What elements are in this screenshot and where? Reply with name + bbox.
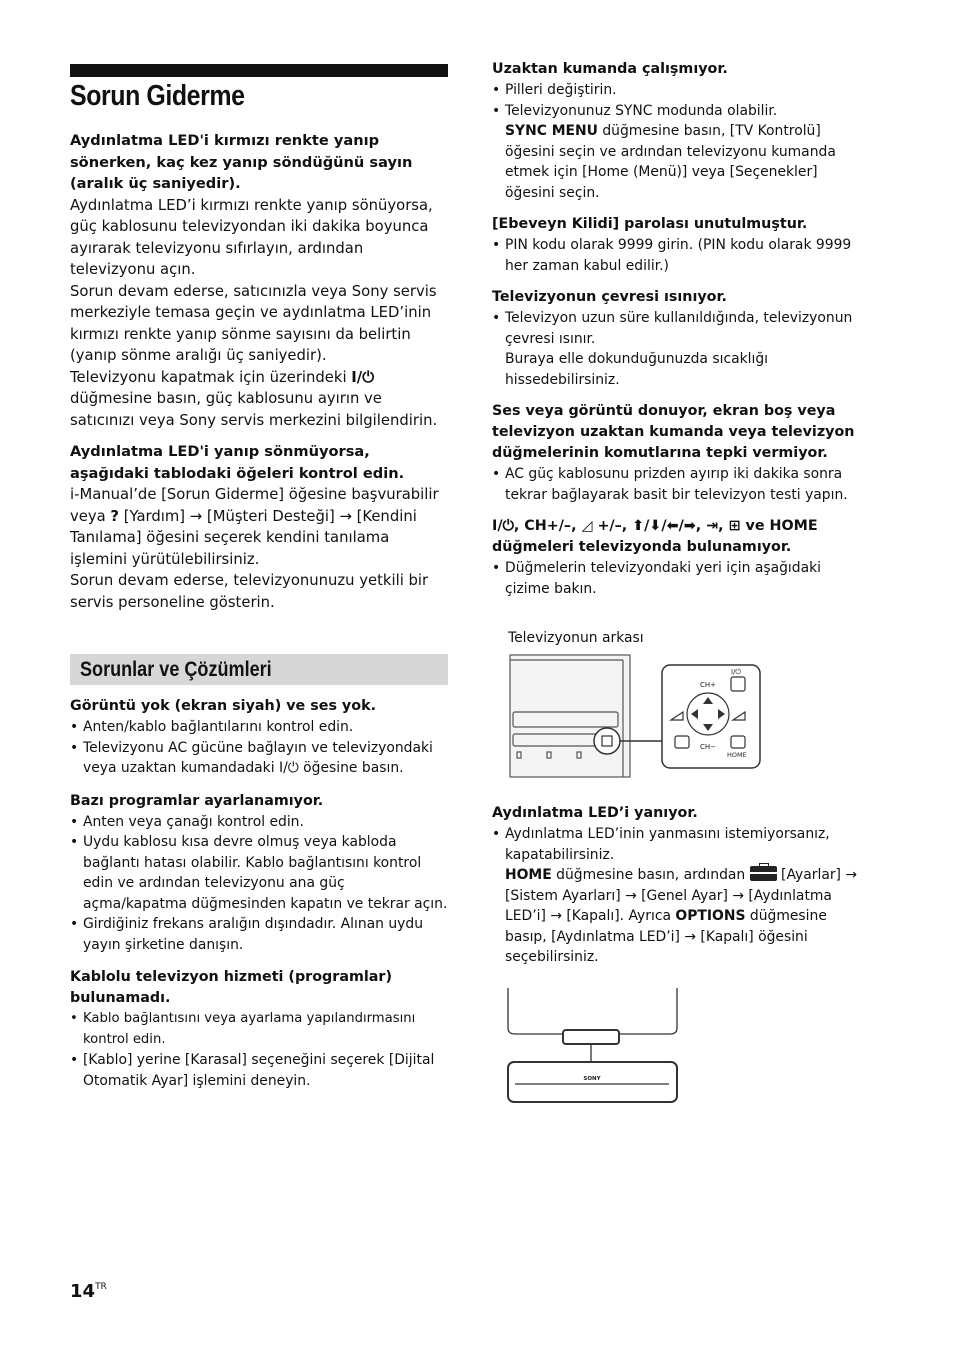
help-icon: ?	[110, 507, 119, 525]
page-language: TR	[95, 1282, 107, 1292]
settings-label: [Ayarlar]	[781, 867, 841, 883]
arrow-icon: →	[845, 867, 858, 883]
page-number	[70, 1281, 107, 1302]
sync-instructions	[492, 121, 870, 203]
intro-paragraph-4	[70, 484, 448, 570]
home-bold: HOME	[505, 867, 552, 883]
intro-p4-support: [Müşteri Desteği]	[206, 507, 335, 525]
options-end: [Kapalı] öğesini seçebilirsiniz.	[505, 928, 808, 965]
intro-paragraph-3	[70, 367, 448, 432]
off-label: [Kapalı]. Ayrıca	[566, 908, 671, 924]
list-item: • [Kablo] yerine [Karasal] seçeneğini seçerek [Dijital Otomatik Ayar] işlemini deneyin.	[70, 1050, 448, 1091]
section-title: Sorunlar ve Çözümleri	[80, 658, 272, 681]
left-issue-list	[70, 696, 448, 1091]
arrow-icon: →	[550, 908, 562, 924]
list-item: • Aydınlatma LED’inin yanmasını istemiyorsanız, kapatabilirsiniz.	[492, 824, 870, 865]
led-text: düğmesine basın, ardından	[556, 867, 746, 883]
page-title: Sorun Giderme	[70, 80, 245, 112]
intro-p3-end: düğmesine basın, güç kablosunu ayırın ve satıcınızı veya Sony servis merkezini bilgilendirin.	[70, 390, 438, 429]
list-item: • AC güç kablosunu prizden ayırıp iki dakika sonra tekrar bağlayarak basit bir televizyon testi yapın.	[492, 464, 870, 505]
intro-p4-help: [Yardım]	[123, 507, 186, 525]
issue-heading: Uzaktan kumanda çalışmıyor.	[492, 61, 728, 77]
power-symbol: I/⏻	[351, 368, 374, 386]
arrow-icon: →	[339, 507, 352, 525]
list-item: • PIN kodu olarak 9999 girin. (PIN kodu olarak 9999 her zaman kabul edilir.)	[492, 235, 870, 276]
issue-heading: I/⏻, CH+/–, ◿ +/–, ⬆/⬇/⬅/➡, ⇥, ⊞ ve HOME düğmeleri televizyonda bulunamıyor.	[492, 518, 818, 555]
arrow-icon: →	[684, 928, 696, 945]
issue-heading: Bazı programlar ayarlanamıyor.	[70, 792, 324, 809]
options-text: düğmesine basıp, [Aydınlatma LED’i]	[505, 908, 827, 945]
right-issue-list	[492, 59, 870, 599]
ch-plus-label: CH+	[700, 681, 717, 689]
intro-p3-start: Televizyonu kapatmak için üzerindeki	[70, 368, 347, 386]
list-item: • Kablo bağlantısını veya ayarlama yapılandırmasını kontrol edin.	[70, 1009, 448, 1050]
intro-p4-start: i-Manual’de [Sorun Giderme] öğesine başvurabilir veya	[70, 486, 439, 525]
title-rule	[70, 64, 448, 77]
issue-bullets	[492, 308, 870, 349]
led-label: [Aydınlatma LED’i]	[505, 887, 832, 924]
list-item: • Anten veya çanağı kontrol edin.	[70, 812, 448, 833]
list-item: • Televizyonu AC gücüne bağlayın ve televizyondaki veya uzaktan kumandadaki I/⏻ öğesine basın.	[70, 738, 448, 779]
intro-paragraph-5: Sorun devam ederse, televizyonunuzu yetkili bir servis personeline gösterin.	[70, 572, 429, 611]
list-item: • Televizyonunuz SYNC modunda olabilir.	[492, 101, 870, 122]
issue-bullets	[492, 80, 870, 121]
issue-bullets	[70, 812, 448, 956]
list-item: • Düğmelerin televizyondaki yeri için aşağıdaki çizime bakın.	[492, 558, 870, 599]
intro-heading-1: Aydınlatma LED'i kırmızı renkte yanıp sönerken, kaç kez yanıp söndüğünü sayın (aralık üç saniyedir).	[70, 132, 413, 192]
intro-block	[70, 130, 448, 613]
toolbox-icon	[750, 866, 777, 881]
intro-heading-2: Aydınlatma LED'i yanıp sönmüyorsa, aşağıdaki tablodaki öğeleri kontrol edin.	[70, 443, 405, 482]
options-bold: OPTIONS	[675, 908, 746, 924]
sync-text: düğmesine basın, [TV Kontrolü] öğesini seçin ve ardından televizyonu kumanda etmek için [Home (Menü)] veya [Seçenekler] öğesini seçin.	[505, 123, 836, 201]
issue-heading: Kablolu televizyon hizmeti (programlar) bulunamadı.	[70, 969, 393, 1006]
sony-logo: SONY	[583, 1076, 601, 1082]
list-item: • Uydu kablosu kısa devre olmuş veya kabloda bağlantı hatası olabilir. Kablo bağlantısını kontrol edin ve ardından televizyonu ana güç açma/kapatma düğmesinden kapatın ve tekrar açın.	[70, 832, 448, 914]
intro-paragraph-1: Aydınlatma LED’i kırmızı renkte yanıp sönüyorsa, güç kablosunu televizyondan iki dakika boyunca ayırarak televizyonu sıfırlayın, ardından televizyonu açın.	[70, 196, 433, 278]
ch-minus-label: CH−	[700, 743, 717, 751]
list-item: • Televizyon uzun süre kullanıldığında, televizyonun çevresi ısınır.	[492, 308, 870, 349]
intro-p4-end: [Kendini Tanılama] öğesini seçerek kendini tanılama işlemini yürütülebilirsiniz.	[70, 507, 417, 568]
home-label: HOME	[727, 751, 747, 759]
system-settings-label: [Sistem Ayarları]	[505, 887, 621, 904]
issue-bullets	[492, 558, 870, 599]
tv-back-diagram	[505, 652, 767, 782]
led-instructions	[492, 865, 870, 968]
list-item: • Anten/kablo bağlantılarını kontrol edin.	[70, 717, 448, 738]
intro-paragraph-2: Sorun devam ederse, satıcınızla veya Sony servis merkeziyle temasa geçin ve aydınlatma LED’inin kırmızı renkte yanıp sönme sayısını da belirtin (yanıp sönme aralığı üç saniyedir).	[70, 282, 437, 364]
tv-front-diagram	[505, 988, 680, 1106]
arrow-icon: →	[732, 887, 744, 904]
section-header	[70, 654, 448, 685]
heat-note: Buraya elle dokunduğunuzda sıcaklığı hissedebilirsiniz.	[505, 351, 769, 388]
list-item: • Girdiğiniz frekans aralığın dışındadır. Alınan uydu yayın şirketine danışın.	[70, 914, 448, 955]
issue-bullets	[492, 824, 870, 865]
issue-heading: Televizyonun çevresi ısınıyor.	[492, 289, 727, 305]
issue-heading: Görüntü yok (ekran siyah) ve ses yok.	[70, 698, 377, 714]
power-label: I/⏻	[731, 668, 741, 676]
issue-bullets	[70, 717, 448, 779]
issue-bullets	[492, 464, 870, 505]
issue-heading: Ses veya görüntü donuyor, ekran boş veya televizyon uzaktan kumanda veya televizyon düğmelerinin komutlarına tepki vermiyor.	[492, 403, 855, 461]
list-item: • Pilleri değiştirin.	[492, 80, 870, 101]
issue-bullets	[70, 1009, 448, 1091]
page-number-value: 14	[70, 1281, 96, 1302]
issue-bullets	[492, 235, 870, 276]
led-issue	[492, 803, 870, 968]
general-settings-label: [Genel Ayar]	[641, 887, 728, 904]
arrow-icon: →	[189, 507, 203, 525]
issue-heading: [Ebeveyn Kilidi] parolası unutulmuştur.	[492, 216, 808, 232]
figure-caption: Televizyonun arkası	[508, 630, 644, 646]
arrow-icon: →	[625, 887, 637, 904]
sync-menu-label: SYNC MENU	[505, 123, 598, 139]
issue-heading: Aydınlatma LED’i yanıyor.	[492, 805, 698, 821]
